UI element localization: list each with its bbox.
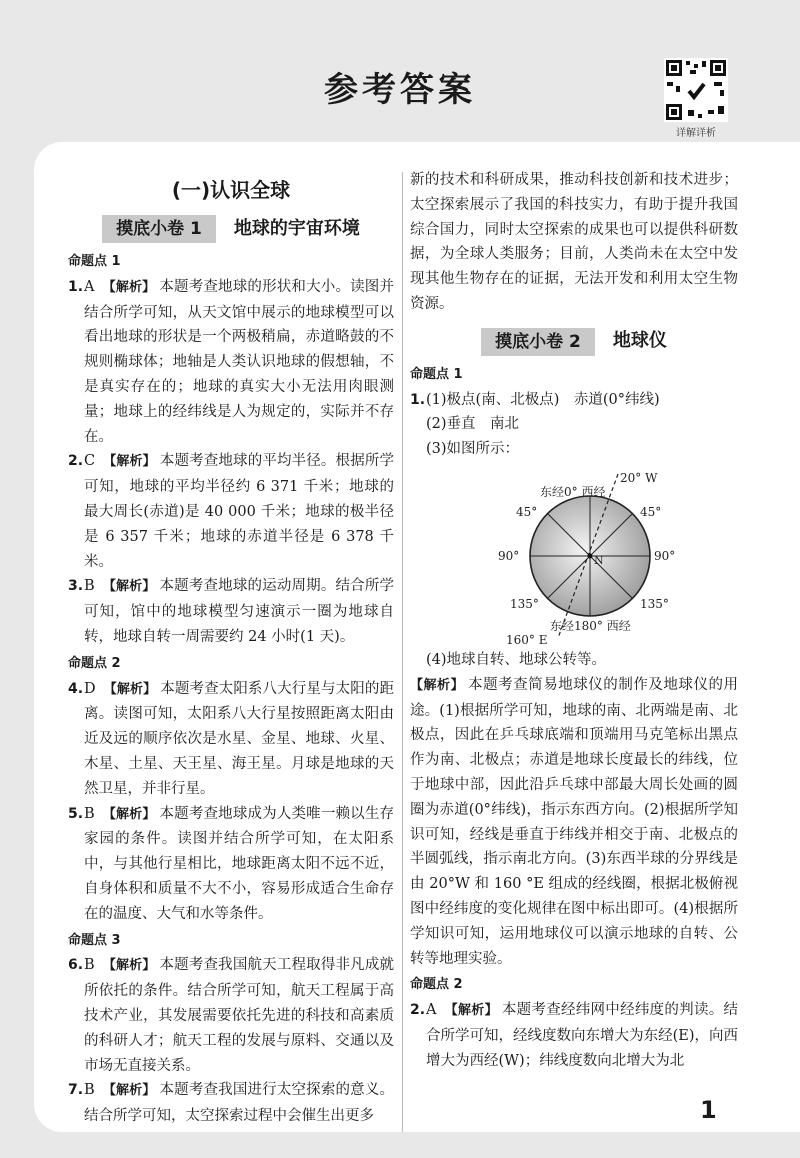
analysis-tag: 【解析】 (103, 454, 156, 470)
answer-letter: D (84, 680, 96, 697)
analysis-text: 本题考查我国进行太空探索的意义。结合所学可知，太空探索过程中会催生出更多 (84, 1082, 394, 1125)
point-heading: 命题点 2 (410, 977, 463, 993)
analysis-tag: 【解析】 (103, 681, 157, 697)
label-45-right: 45° (640, 504, 662, 519)
analysis-text: 本题考查太阳系八大行星与太阳的距离。读图可知，太阳系八大行星按照距离太阳由近及远的顺序依次是水星、金星、地球、火星、木星、土星、天王星、海王星。月球是地球的天然卫星，并非行星。 (84, 680, 394, 797)
question-number: 4. (68, 680, 84, 697)
question-number: 1. (68, 278, 84, 295)
qr-code[interactable] (664, 58, 728, 122)
analysis-tag: 【解析】 (444, 1003, 498, 1019)
analysis-tag: 【解析】 (102, 958, 156, 974)
section-title: (一)认识全球 (171, 178, 291, 202)
analysis-text: 本题考查简易地球仪的制作及地球仪的用途。(1)根据所学可知，地球的南、北两端是南、北极点，因此在乒乓球底端和顶端用马克笔标出黑点作为南、北极点；赤道是地球长度最长的纬线，位于地球中部，因此沿乒乓球中部最大周长处画的圆圈为赤道(0°纬线)，指示东西方向。(2)根据所学知识可知，经线是垂直于纬线并相交于南、北极点的半圆弧线，指示南北方向。(3)东西半球的分界线是由 20°W 和 160 °E 组成的经线圈，根据北极俯视图中经纬度的变化规律在图中标出即可。(4)根据所学知识可知，运用地球仪可以演示地球的自转、公转等地理实验。 (410, 676, 738, 967)
qr-label: 详解详析 (676, 128, 716, 139)
analysis-text: 本题考查地球的形状和大小。读图并结合所学可知，从天文馆中展示的地球模型可以看出地球的形状是一个两极稍扁，赤道略鼓的不规则椭球体；地轴是人类认识地球的假想轴，不是真实存在的；地球的真实大小无法用肉眼测量；地球上的经纬线是人为规定的，实际并不存在。 (84, 278, 394, 445)
quiz2-heading (410, 325, 738, 359)
answer-letter: B (84, 578, 95, 595)
label-east0-west: 东经0° 西经 (540, 484, 606, 499)
quiz2-name: 地球仪 (612, 330, 667, 352)
answer-line: (3)如图所示： (426, 441, 520, 458)
answer-item (68, 1078, 394, 1129)
answer-item (68, 449, 394, 574)
answer-letter: C (84, 453, 96, 470)
quiz1-name: 地球的宇宙环境 (233, 217, 360, 239)
analysis-text: 本题考查我国航天工程取得非凡成就所依托的条件。结合所学可知，航天工程属于高技术产业，其发展需要依托先进的科技和高素质的科研人才；航天工程的发展与原料、交通以及市场无直接关系。 (84, 957, 394, 1074)
page-title: 参考答案 (324, 70, 476, 110)
analysis-text: 本题考查经纬网中经纬度的判读。结合所学可知，经线度数向东增大为东经(E)，向西增大为西经(W)；纬线度数向北增大为北 (426, 1002, 738, 1069)
question-number: 2. (68, 453, 84, 470)
quiz1-heading (68, 212, 394, 246)
label-90-right: 90° (654, 548, 676, 563)
answer-line: (1)极点(南、北极点) 赤道(0°纬线) (426, 391, 660, 408)
label-135-left: 135° (510, 596, 539, 611)
question-number: 2. (410, 1002, 426, 1019)
hemisphere-diagram (490, 466, 690, 646)
question-number: 3. (68, 578, 84, 595)
pole-dot (588, 553, 593, 558)
label-north-pole: N (594, 553, 604, 567)
label-east180-west: 东经180° 西经 (550, 618, 631, 633)
answer-line: (2)垂直 南北 (426, 416, 520, 433)
point-heading: 命题点 3 (68, 932, 121, 948)
label-90-left: 90° (498, 548, 520, 563)
analysis-tag: 【解析】 (102, 579, 156, 595)
label-160e: 160° E (506, 632, 548, 646)
answer-item (68, 677, 394, 802)
question-number: 6. (68, 957, 84, 974)
column-divider (402, 172, 403, 1132)
quiz1-tag: 摸底小卷 1 (102, 215, 216, 243)
analysis-tag: 【解析】 (410, 677, 465, 693)
analysis-tag: 【解析】 (102, 806, 156, 822)
quiz2-tag: 摸底小卷 2 (481, 328, 595, 356)
analysis-text: 本题考查地球的运动周期。结合所学可知，馆中的地球模型匀速演示一圈为地球自转，地球自转一周需要约 24 小时(1 天)。 (84, 578, 394, 645)
page-number: 1 (700, 1096, 717, 1124)
point-heading: 命题点 1 (68, 254, 121, 269)
answer-letter: A (426, 1002, 437, 1019)
answer-letter: B (84, 1082, 95, 1099)
label-135-right: 135° (640, 596, 669, 611)
analysis-tag: 【解析】 (102, 279, 156, 295)
left-column (68, 174, 394, 1129)
point-heading: 命题点 1 (410, 366, 463, 382)
analysis-tag: 【解析】 (102, 1083, 156, 1099)
label-20w: 20° W (620, 470, 658, 485)
page-header (0, 0, 800, 150)
answer-item (410, 998, 738, 1073)
analysis-text: 本题考查地球的平均半径。根据所学可知，地球的平均半径约 6 371 千米；地球的最大周长(赤道)是 40 000 千米；地球的极半径是 6 357 千米；地球的赤道半径是 6 378 千米。 (84, 453, 394, 570)
answer-item (68, 802, 394, 927)
answer-item (68, 275, 394, 450)
analysis-text: 本题考查地球成为人类唯一赖以生存家园的条件。读图并结合所学可知，在太阳系中，与其他行星相比，地球距离太阳不远不近，自身体积和质量不大不小，容易形成适合生命存在的温度、大气和水等条件。 (84, 805, 394, 922)
answer-letter: A (84, 278, 95, 295)
answer-letter: B (84, 957, 95, 974)
answer-line: (4)地球自转、地球公转等。 (426, 651, 607, 668)
answer-item (68, 953, 394, 1078)
answer-letter: B (84, 805, 95, 822)
answer-item (410, 388, 738, 673)
answer-item (68, 574, 394, 649)
q7-continued-text: 新的技术和科研成果，推动科技创新和技术进步；太空探索展示了我国的科技实力，有助于提升我国综合国力，同时太空探索的成果也可以提供科研数据，为全球人类服务；目前，人类尚未在太空中发现其他生物存在的证据，无法开发和利用太空生物资源。 (410, 172, 738, 312)
label-45-left: 45° (516, 504, 538, 519)
point-heading: 命题点 2 (68, 655, 121, 671)
question-number: 5. (68, 805, 84, 822)
explanation (410, 673, 738, 972)
question-number: 1. (410, 391, 426, 408)
question-number: 7. (68, 1082, 84, 1099)
right-column (410, 168, 738, 1074)
